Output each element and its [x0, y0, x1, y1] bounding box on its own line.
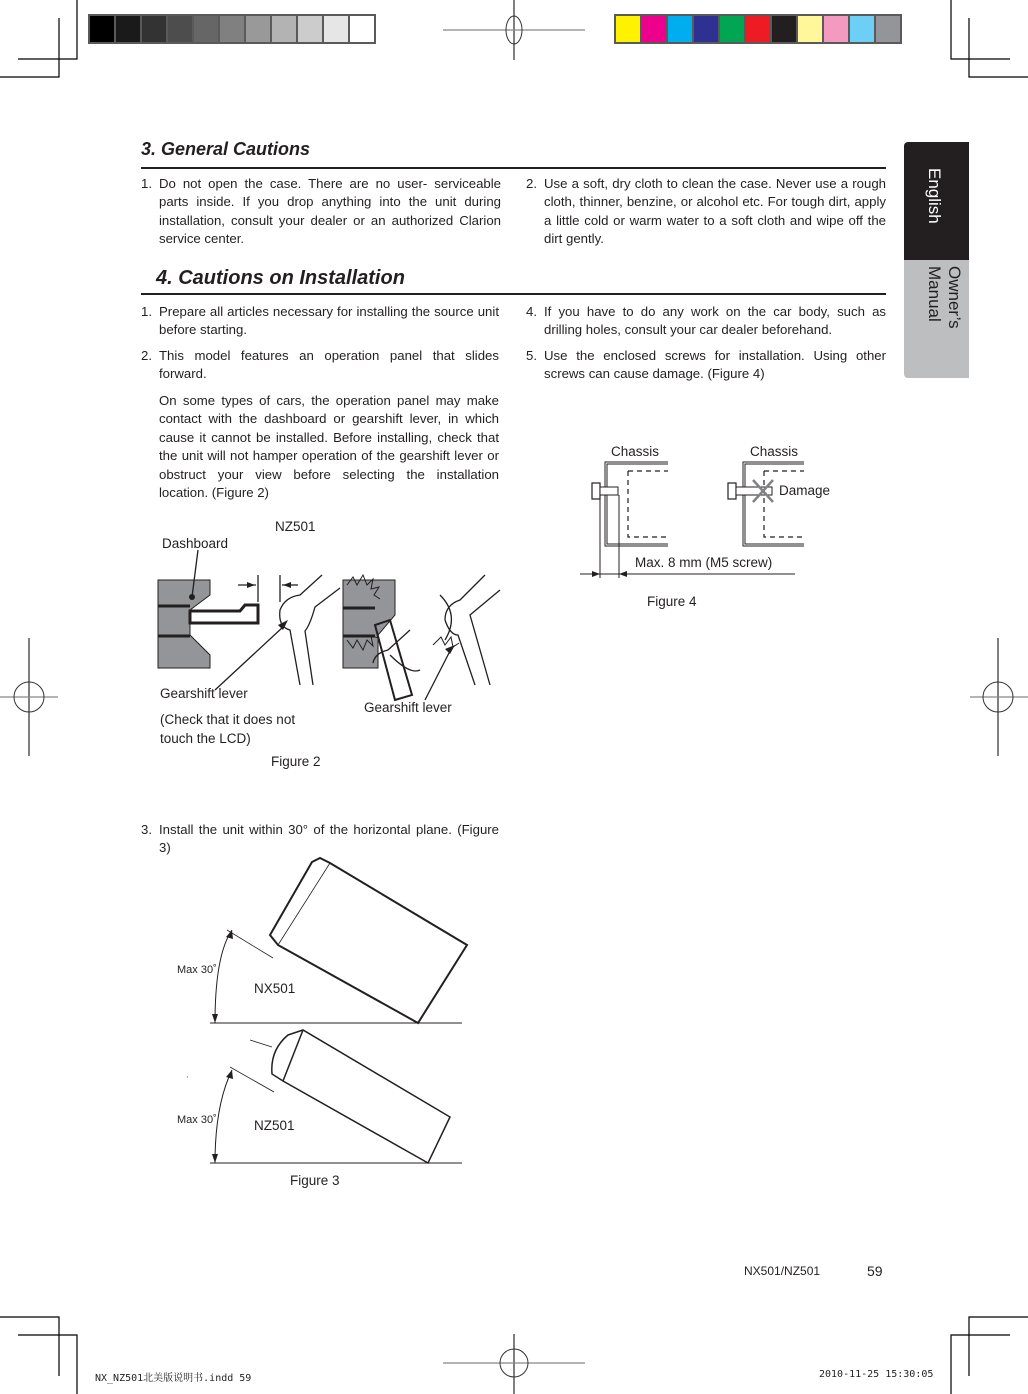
- caution-4-2: 2. This model features an operation panel that slides forward.: [141, 348, 499, 382]
- color-swatch: [694, 16, 718, 42]
- section-4-title: 4. Cautions on Installation: [156, 267, 405, 289]
- gearshift-lever-label-right: Gearshift lever: [364, 700, 452, 715]
- language-label: English: [925, 168, 944, 224]
- figure-3-bottom-model-label: NZ501: [254, 1118, 295, 1133]
- figure-3-top-angle-label: Max 30˚: [177, 964, 217, 976]
- caution-4-5: 5. Use the enclosed screws for installation. Using other screws can cause damage. (Figure 4): [526, 348, 886, 382]
- chassis-label-right: Chassis: [750, 444, 799, 459]
- section-4-rule: [141, 293, 886, 295]
- color-swatch: [850, 16, 874, 42]
- grayscale-color-bar: [88, 14, 376, 44]
- gray-swatch: [194, 16, 218, 42]
- slug-datetime: 2010-11-25 15:30:05: [819, 1369, 934, 1380]
- figure-2-diagram: [150, 555, 510, 695]
- gray-swatch: [142, 16, 166, 42]
- gray-swatch: [298, 16, 322, 42]
- caution-4-1: 1. Prepare all articles necessary for installing the source unit before starting.: [141, 304, 499, 338]
- slug-file-name: NX_NZ501北美版说明书.indd 59: [95, 1373, 252, 1384]
- caution-3-2: 2. Use a soft, dry cloth to clean the case. Never use a rough cloth, thinner, benzine, or alcohol etc. For tough dirt, apply a little cold or warm water to a soft cloth and wipe off the dirt gently.: [526, 176, 886, 247]
- figure-3-bottom-angle-label: Max 30˚: [177, 1114, 217, 1126]
- language-tab: [904, 142, 969, 260]
- color-swatch: [616, 16, 640, 42]
- figure-3-top-model-label: NX501: [254, 981, 296, 996]
- caution-4-3: 3. Install the unit within 30° of the horizontal plane. (Figure 3): [141, 822, 499, 856]
- chassis-label-left: Chassis: [611, 444, 660, 459]
- gray-swatch: [350, 16, 374, 42]
- gray-swatch: [272, 16, 296, 42]
- gray-swatch: [246, 16, 270, 42]
- manual-tab: [904, 260, 969, 378]
- caution-4-4: 4. If you have to do any work on the car body, such as drilling holes, consult your car dealer beforehand.: [526, 304, 886, 338]
- dashboard-label: Dashboard: [162, 536, 229, 551]
- figure-4-caption: Figure 4: [647, 594, 697, 609]
- page-number: 59: [867, 1263, 883, 1279]
- footer-model: NX501/NZ501: [744, 1264, 821, 1278]
- gearshift-lever-label-left: Gearshift lever: [160, 686, 248, 701]
- gray-swatch: [90, 16, 114, 42]
- figure-3-diagram: [170, 855, 510, 1195]
- section-3-rule: [141, 167, 886, 169]
- color-swatch: [876, 16, 900, 42]
- gray-swatch: [116, 16, 140, 42]
- color-swatch: [772, 16, 796, 42]
- caution-4-2-detail: On some types of cars, the operation panel may make contact with the dashboard or gearshift lever, in which cause it cannot be installed. Before installing, check that the unit will not hamper operation of the gearshift lever or obstruct your view before selecting the installation location. (Figure 2): [159, 393, 499, 501]
- color-swatch: [642, 16, 666, 42]
- gray-swatch: [324, 16, 348, 42]
- color-swatch: [798, 16, 822, 42]
- caution-3-1: 1. Do not open the case. There are no user- serviceable parts inside. If you drop anything into the unit during installation, consult your dealer or an authorized Clarion service center.: [141, 176, 501, 247]
- color-swatch: [824, 16, 848, 42]
- color-swatch: [720, 16, 744, 42]
- lcd-note-line2: touch the LCD): [160, 731, 251, 746]
- screw-dimension-label: Max. 8 mm (M5 screw): [635, 555, 773, 570]
- damage-label: Damage: [779, 483, 831, 498]
- figure-2-model-label: NZ501: [275, 519, 316, 534]
- section-3-title: 3. General Cautions: [141, 139, 311, 159]
- manual-label: Owner’s Manual: [925, 266, 964, 329]
- figure-3-caption: Figure 3: [290, 1173, 340, 1188]
- color-swatch: [668, 16, 692, 42]
- gray-swatch: [168, 16, 192, 42]
- process-color-bar: [614, 14, 902, 44]
- figure-2-caption: Figure 2: [271, 754, 321, 769]
- lcd-note-line1: (Check that it does not: [160, 712, 296, 727]
- color-swatch: [746, 16, 770, 42]
- gray-swatch: [220, 16, 244, 42]
